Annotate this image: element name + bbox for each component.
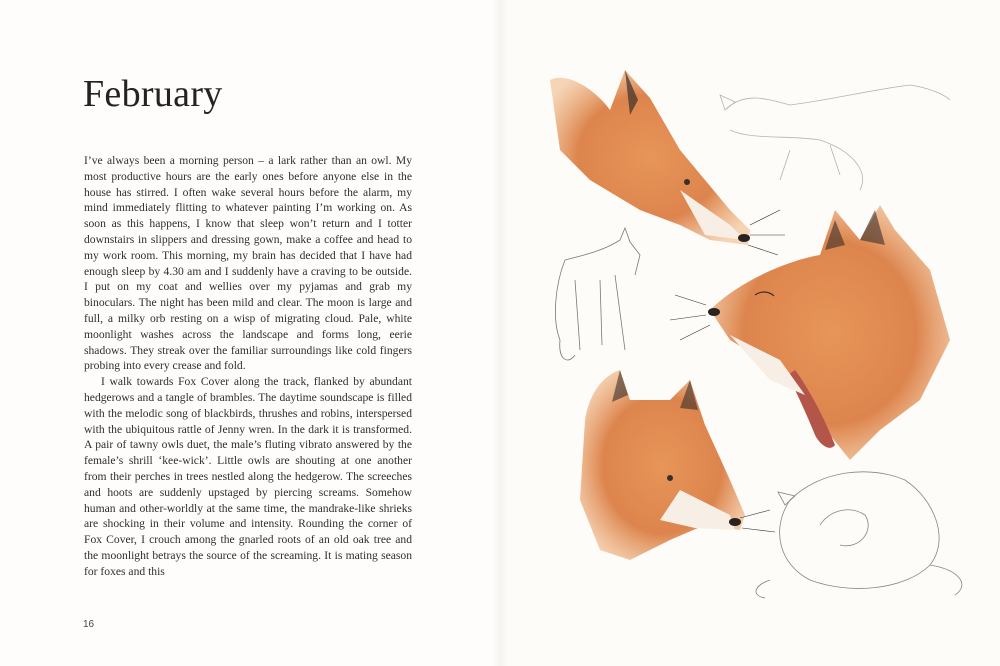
fox-head-bottom [580, 370, 775, 560]
page-number: 16 [83, 619, 95, 630]
fox-head-top [550, 70, 785, 255]
pencil-sketch-playing-foxes [756, 472, 962, 598]
fox-illustration [530, 40, 980, 620]
pencil-sketch-leaping-fox [720, 85, 950, 190]
paragraph-2: I walk towards Fox Cover along the track, flanked by abundant hedgerows and a tangle of brambles. The daytime soundscape is filled with the melodic song of blackbirds, thrushes and robins, interspersed with the ubiquitous rattle of Jenny wren. In the dark it is transformed. A pair of tawny owls duet, the male’s fluting vibrato answered by the female’s shrill ‘kee-wick’. Little owls are shouting at one another from their perches in trees nestled along the hedgerow. The screeches and hoots are suddenly upstaged by piercing screams. Somehow human and other-worldly at the same time, the mandrake-like shrieks are shocking in their volume and intensity. Rounding the corner of Fox Cover, I crouch among the gnarled roots of an old oak tree and the moonlight betrays the source of the screaming. It is mating season for foxes and this [84, 375, 412, 578]
chapter-title: February [83, 73, 223, 115]
pencil-sketch-standing-fox [555, 228, 640, 360]
paragraph-1: I’ve always been a morning person – a lark rather than an owl. My most productive hours are the early ones before anyone else in the house has stirred. I often wake several hours before the alarm, my mind immediately flitting to whatever painting I’m working on. As soon as this happens, I know that sleep won’t return and I totter downstairs in slippers and dressing gown, make a coffee and head to my work room. This morning, my brain has decided that I have had enough sleep by 4.30 am and I suddenly have a craving to be outside. I put on my coat and wellies over my pyjamas and grab my binoculars. The night has been mild and clear. The moon is large and full, a milky orb resting on a wisp of migrating cloud. Pale, white moonlight washes across the landscape and forms long, eerie shadows. They streak over the familiar surroundings like cold fingers probing into every crease and fold. [84, 154, 412, 373]
book-gutter [492, 0, 508, 666]
body-text [84, 153, 412, 580]
fox-head-yawning [670, 205, 950, 460]
